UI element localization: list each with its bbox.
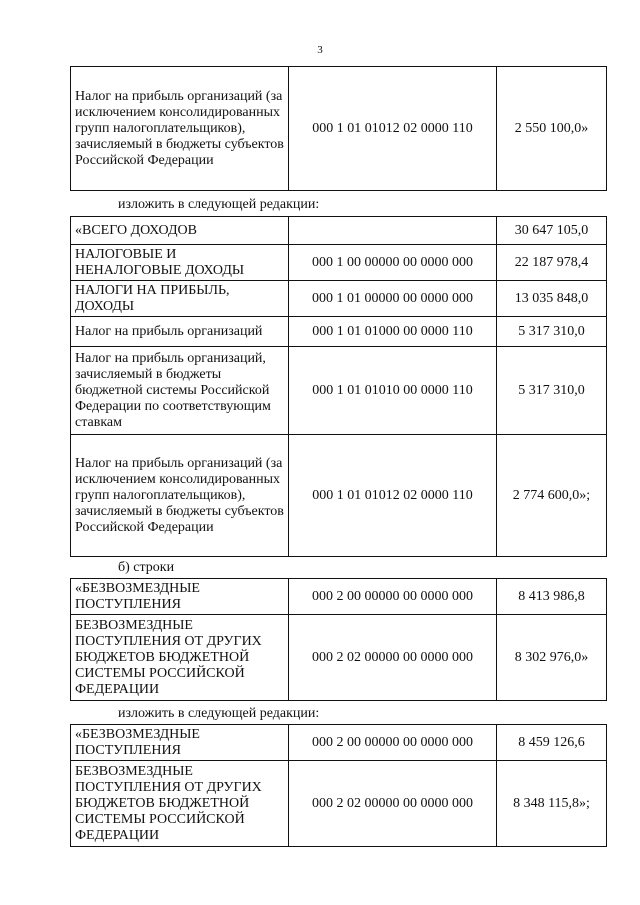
row-code: 000 2 00 00000 00 0000 000: [289, 579, 497, 615]
table-row: [71, 761, 607, 847]
row-amount: 5 317 310,0: [497, 347, 607, 435]
row-code: 000 1 01 01012 02 0000 110: [289, 67, 497, 191]
row-amount: 5 317 310,0: [497, 317, 607, 347]
row-code: 000 2 00 00000 00 0000 000: [289, 725, 497, 761]
row-code: 000 2 02 00000 00 0000 000: [289, 615, 497, 701]
budget-table-new-transfers: [70, 724, 607, 847]
row-amount: 2 774 600,0»;: [497, 435, 607, 557]
row-name: БЕЗВОЗМЕЗДНЫЕ ПОСТУПЛЕНИЯ ОТ ДРУГИХ БЮДЖЕТОВ БЮДЖЕТНОЙ СИСТЕМЫ РОССИЙСКОЙ ФЕДЕРАЦИИ: [71, 761, 289, 847]
row-name: Налог на прибыль организаций (за исключением консолидированных групп налогоплательщиков), зачисляемый в бюджеты субъектов Российской Федерации: [71, 67, 289, 191]
table-row: [71, 245, 607, 281]
row-name: «БЕЗВОЗМЕЗДНЫЕ ПОСТУПЛЕНИЯ: [71, 579, 289, 615]
budget-table-old-profit-tax: [70, 66, 607, 191]
row-amount: 8 348 115,8»;: [497, 761, 607, 847]
budget-table-old-transfers: [70, 578, 607, 701]
budget-table-new-income: [70, 216, 607, 557]
row-code: 000 1 01 00000 00 0000 000: [289, 281, 497, 317]
row-code: 000 1 00 00000 00 0000 000: [289, 245, 497, 281]
row-amount: 13 035 848,0: [497, 281, 607, 317]
row-amount: 2 550 100,0»: [497, 67, 607, 191]
table-row: [71, 615, 607, 701]
row-name: БЕЗВОЗМЕЗДНЫЕ ПОСТУПЛЕНИЯ ОТ ДРУГИХ БЮДЖЕТОВ БЮДЖЕТНОЙ СИСТЕМЫ РОССИЙСКОЙ ФЕДЕРАЦИИ: [71, 615, 289, 701]
row-code: 000 2 02 00000 00 0000 000: [289, 761, 497, 847]
row-name: «ВСЕГО ДОХОДОВ: [71, 217, 289, 245]
row-amount: 8 413 986,8: [497, 579, 607, 615]
page-number: 3: [317, 44, 323, 56]
row-code: [289, 217, 497, 245]
table-row: [71, 725, 607, 761]
table-row: [71, 347, 607, 435]
row-code: 000 1 01 01012 02 0000 110: [289, 435, 497, 557]
row-amount: 22 187 978,4: [497, 245, 607, 281]
row-amount: 8 302 976,0»: [497, 615, 607, 701]
row-name: НАЛОГИ НА ПРИБЫЛЬ, ДОХОДЫ: [71, 281, 289, 317]
table-row: [71, 217, 607, 245]
row-name: Налог на прибыль организаций (за исключением консолидированных групп налогоплательщиков), зачисляемый в бюджеты субъектов Российской Федерации: [71, 435, 289, 557]
caption-new-edition: изложить в следующей редакции:: [118, 197, 320, 212]
caption-b-rows: б) строки: [118, 560, 175, 575]
table-row: [71, 579, 607, 615]
row-name: «БЕЗВОЗМЕЗДНЫЕ ПОСТУПЛЕНИЯ: [71, 725, 289, 761]
row-name: Налог на прибыль организаций, зачисляемый в бюджеты бюджетной системы Российской Федерации по соответствующим ставкам: [71, 347, 289, 435]
row-code: 000 1 01 01010 00 0000 110: [289, 347, 497, 435]
table-row: [71, 67, 607, 191]
row-amount: 30 647 105,0: [497, 217, 607, 245]
row-name: Налог на прибыль организаций: [71, 317, 289, 347]
row-code: 000 1 01 01000 00 0000 110: [289, 317, 497, 347]
table-row: [71, 435, 607, 557]
row-amount: 8 459 126,6: [497, 725, 607, 761]
table-row: [71, 317, 607, 347]
caption-new-edition-2: изложить в следующей редакции:: [118, 706, 320, 721]
table-row: [71, 281, 607, 317]
row-name: НАЛОГОВЫЕ И НЕНАЛОГОВЫЕ ДОХОДЫ: [71, 245, 289, 281]
